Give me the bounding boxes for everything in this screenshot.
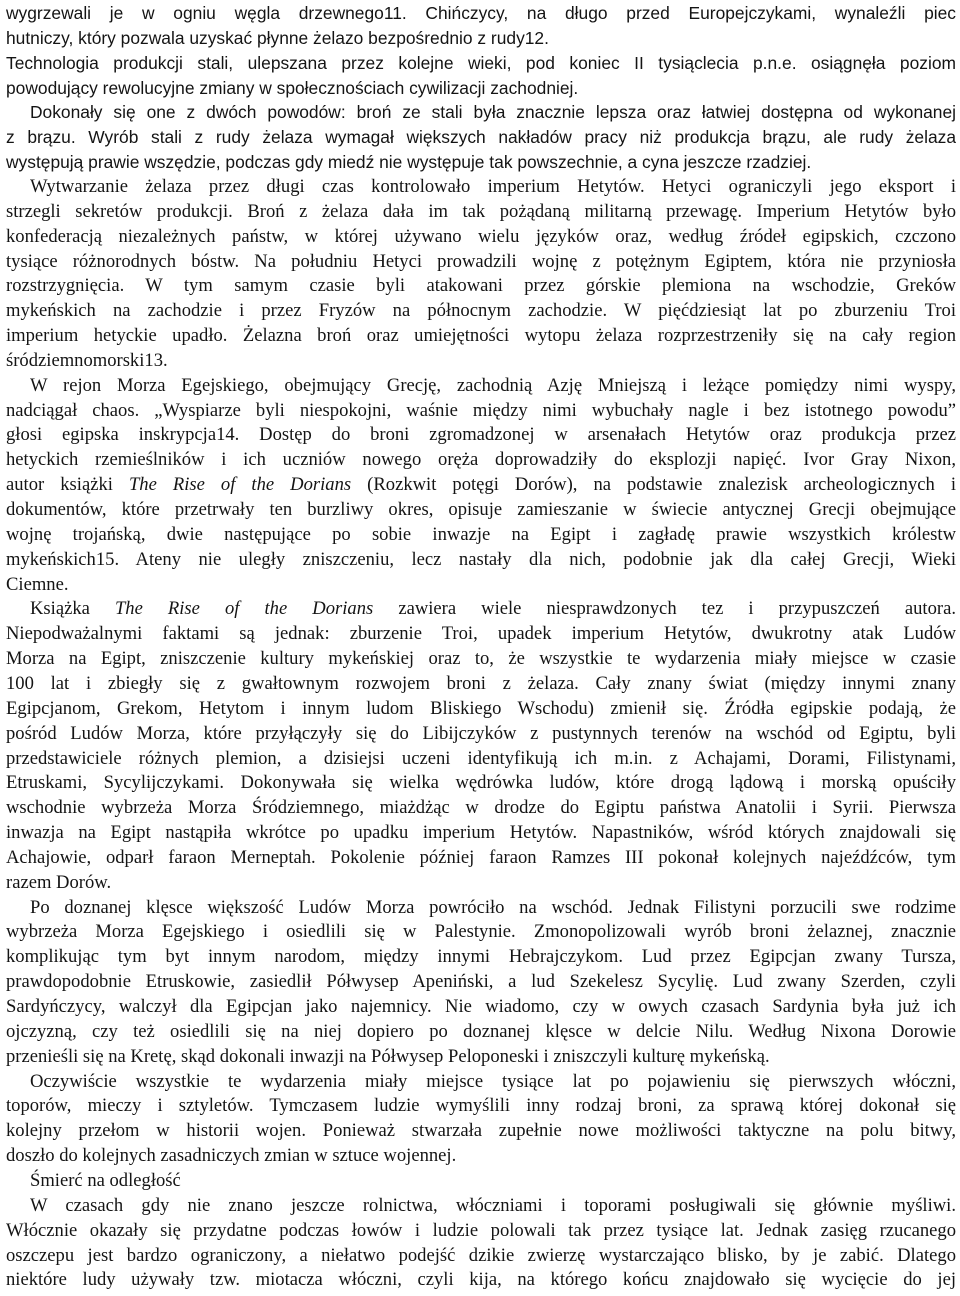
text-fragment: Oczywiście wszystkie te wydarzenia miały miejsce tysiące lat po pojawieniu się pierwszych włóczni, <box>30 1070 956 1092</box>
text-fragment: wschodnie wybrzeża Morza Śródziemnego, miażdżąc w drodze do Egiptu państwa Anatolii i Syrii. Pierwsza <box>6 797 956 819</box>
book-title-italic: The Rise of the Dorians <box>128 474 352 496</box>
text-fragment: głosi egipska inskrypcja14. Dostęp do broni zgromadzonej w arsenałach Hetytów oraz produkcja przez <box>6 424 956 446</box>
text-fragment: konfederacją niezależnych państw, w której używano wielu języków oraz, według źródeł egipskich, czczono <box>6 225 956 247</box>
text-fragment: W rejon Morza Egejskiego, obejmujący Grecję, zachodnią Azję Mniejszą i leżące pomiędzy nimi wyspy, <box>30 374 956 396</box>
text-line <box>6 50 956 76</box>
text-line <box>6 1019 956 1045</box>
text-fragment: toporów, mieczy i sztyletów. Tymczasem ludzie wymyślili inny rodzaj broni, za sprawą której dokonał się <box>6 1095 956 1117</box>
text-line <box>6 845 956 871</box>
text-fragment: kolejny przełom w historii wojen. Ponieważ stwarzała zupełnie nowe możliwości taktyczne na polu bitwy, <box>6 1120 956 1142</box>
text-fragment: hetyckich rzemieślników i ich uczniów nowego oręża doprowadziły do eksplozji napięć. Ivor Gray Nixon, <box>6 449 956 471</box>
text-line <box>6 298 956 324</box>
text-fragment: inwazja na Egipt nastąpiła wkrótce po upadku imperium Hetytów. Napastników, wśród których znajdowali się <box>6 822 956 844</box>
text-line <box>6 124 956 150</box>
text-line <box>6 323 956 349</box>
text-line <box>6 572 956 598</box>
text-fragment: (Rozkwit potęgi Dorów), na podstawie znalezisk archeologicznych i <box>351 474 956 496</box>
text-fragment: niektóre ludy używały tzw. miotacza włóczni, czyli kija, na którego końcu znajdowało się wycięcie do jej <box>6 1269 956 1291</box>
text-fragment: imperium hetyckie upadło. Żelazna broń oraz umiejętności wytopu żelaza rozprzestrzeniły się na cały region <box>6 325 956 347</box>
text-fragment: mykeńskich na zachodzie i przez Fryzów na północnym zachodzie. W pięćdziesiąt lat po zburzeniu Troi <box>6 300 956 322</box>
text-fragment: Śmierć na odległość <box>30 1169 181 1191</box>
text-fragment: doszło do kolejnych zasadniczych zmian w sztuce wojennej. <box>6 1145 457 1167</box>
text-fragment: oszczepu jest bardzo ograniczony, a niełatwo podejść dzikie zwierzę wystarczająco blisko, by je zabić. Dlatego <box>6 1244 956 1266</box>
text-line <box>6 1218 956 1244</box>
text-fragment: Sardyńczycy, walczył dla Egipcjan jako najemnicy. Nie wiadomo, czy w owych czasach Sardynia była już ich <box>6 996 956 1017</box>
text-line <box>6 224 956 250</box>
text-line <box>6 944 956 970</box>
text-line <box>6 75 956 101</box>
text-fragment: Włócznie okazały się przydatne podczas łowów i ludzie polowali tak przez tysiące lat. Jednak zasięg rzucanego <box>6 1219 956 1241</box>
text-line <box>6 149 956 175</box>
text-line <box>6 746 956 772</box>
text-line <box>6 994 956 1020</box>
text-fragment: Niepodważalnymi faktami są jednak: zburzenie Troi, upadek imperium Hetytów, dwukrotny atak Ludów <box>6 623 956 645</box>
text-fragment: Po doznanej klęsce większość Ludów Morza powróciło na wschód. Jednak Filistyni porzucili swe rodzime <box>30 896 956 918</box>
text-fragment: Dokonały się one z dwóch powodów: broń ze stali była znacznie lepsza oraz łatwiej dostępna od wykonanej <box>30 102 956 123</box>
text-line <box>6 273 956 299</box>
text-line <box>6 1267 956 1293</box>
text-line <box>6 895 956 921</box>
text-line <box>6 870 956 896</box>
text-line <box>6 199 956 225</box>
text-line <box>6 472 956 498</box>
text-line <box>6 249 956 275</box>
text-line <box>6 770 956 796</box>
text-line <box>6 795 956 821</box>
text-fragment: Etruskami, Sycylijczykami. Dokonywała się wielka wędrówka ludów, które drogą lądową i morską opuściły <box>6 772 956 794</box>
text-fragment: przenieśli się na Kretę, skąd dokonali inwazji na Półwysep Peloponeski i zniszczyli kulturę mykeńską. <box>6 1045 770 1067</box>
text-line <box>6 1093 956 1119</box>
text-fragment: ojczyzną, czy też osiedlili się na niej dopiero po doznanej klęsce w delcie Nilu. Według Nixona Dorowie <box>6 1020 956 1042</box>
text-fragment: komplikując tym byt innym narodom, między innymi Hebrajczykom. Lud przez Egipcjan zwany Tursza, <box>6 946 956 968</box>
text-fragment: z brązu. Wyrób stali z rudy żelaza wymagał większych nakładów pracy niż produkcja brązu, ale rudy żelaza <box>6 127 956 148</box>
text-line <box>6 671 956 697</box>
text-fragment: przedstawiciele różnych plemion, a dzisiejsi uczeni identyfikują ich m.in. z Achajami, Dorami, Filistynami, <box>6 747 956 769</box>
text-line <box>6 1143 956 1169</box>
text-line <box>6 646 956 672</box>
text-line <box>6 1168 956 1194</box>
text-line <box>6 522 956 548</box>
text-line <box>6 447 956 473</box>
text-fragment: wojnę trojańską, dwie następujące po sobie inwazje na Egipt i zagładę prawie wszystkich królestw <box>6 523 956 545</box>
text-line <box>6 422 956 448</box>
text-fragment: 100 lat i zbiegły się z gwałtownym rozwojem broni z żelaza. Cały znany świat (między innymi znany <box>6 672 956 694</box>
text-line <box>6 174 956 200</box>
text-fragment: powodujący rewolucyjne zmiany w społecznościach cywilizacji zachodniej. <box>6 77 579 98</box>
text-fragment: Egipcjanom, Grekom, Hetytom i innym ludom Bliskiego Wschodu) zmienił się. Źródła egipskie podają, że <box>6 697 956 719</box>
text-fragment: tysiące różnorodnych bóstw. Na południu Hetyci prowadzili wojnę z potężnym Egiptem, która nie przyniosła <box>6 250 956 272</box>
text-fragment: mykeńskich15. Ateny nie uległy zniszczeniu, lecz nastały dla nich, podobnie jak dla całej Grecji, Wieki <box>6 548 956 570</box>
text-fragment: Ciemne. <box>6 573 69 595</box>
text-fragment: Achajowie, odparł faraon Merneptah. Pokolenie później faraon Ramzes III pokonał kolejnych najeźdźców, tym <box>6 846 956 868</box>
text-line <box>6 1243 956 1269</box>
text-line <box>6 99 956 125</box>
text-line <box>6 621 956 647</box>
text-line <box>6 348 956 374</box>
text-line <box>6 696 956 722</box>
text-line <box>6 1069 956 1095</box>
text-fragment: dokumentów, które przetrwały ten burzliwy okres, opisuje zamieszanie w świecie antycznej Grecji obejmujące <box>6 499 956 520</box>
text-fragment: wybrzeża Morza Egejskiego i osiedlili się w Palestynie. Zmonopolizowali wyrób broni żelaznej, znacznie <box>6 921 956 943</box>
text-line <box>6 1193 956 1219</box>
text-line <box>6 373 956 399</box>
text-fragment: strzegli sekretów produkcji. Broń z żelaza dała im tak pożądaną militarną przewagę. Imperium Hetytów było <box>6 200 956 222</box>
text-line <box>6 596 956 622</box>
text-fragment: W czasach gdy nie znano jeszcze rolnictwa, włóczniami i toporami posługiwali się głównie myśliwi. <box>30 1194 956 1216</box>
text-line <box>6 398 956 424</box>
text-line <box>6 1044 956 1070</box>
text-fragment: razem Dorów. <box>6 871 112 893</box>
text-line <box>6 0 956 26</box>
text-fragment: Morza na Egipt, zniszczenie kultury mykeńskiej oraz to, że wszystkie te wydarzenia miały miejsce w czasie <box>6 648 956 670</box>
text-fragment: Wytwarzanie żelaza przez długi czas kontrolowało imperium Hetytów. Hetyci ograniczyli jego eksport i <box>30 175 956 197</box>
text-line <box>6 25 956 51</box>
text-line <box>6 497 956 523</box>
text-fragment: nadciągał chaos. „Wyspiarze byli niespokojni, waśnie między nimi wybuchały nagle i bez istotnego powodu” <box>6 399 956 421</box>
text-fragment: występują prawie wszędzie, podczas gdy miedź nie występuje tak powszechnie, a cyna jeszcze rzadziej. <box>6 152 812 173</box>
book-title-italic: The Rise of the Dorians <box>114 598 374 620</box>
text-line <box>6 969 956 995</box>
text-fragment: pośród Ludów Morza, które przyłączyły się do Libijczyków z pustynnych terenów na wschód od Egiptu, byli <box>6 722 956 744</box>
text-line <box>6 721 956 747</box>
text-fragment: prawdopodobnie Etruskowie, zasiedlił Półwysep Apeniński, a lud Szekelesz Sycylię. Lud zwany Szerden, czyli <box>6 971 956 993</box>
text-line <box>6 820 956 846</box>
text-fragment: wygrzewali je w ogniu węgla drzewnego11. Chińczycy, na długo przed Europejczykami, wynaleźli piec <box>6 3 956 23</box>
text-line <box>6 547 956 573</box>
text-fragment: zawiera wiele niesprawdzonych tez i przypuszczeń autora. <box>373 598 956 620</box>
text-fragment: autor książki <box>6 474 129 496</box>
text-fragment: Technologia produkcji stali, ulepszana przez kolejne wieki, pod koniec II tysiąclecia p.n.e. osiągnęła poziom <box>6 52 956 73</box>
text-fragment: hutniczy, który pozwala uzyskać płynne żelazo bezpośrednio z rudy12. <box>6 27 549 48</box>
text-line <box>6 919 956 945</box>
text-fragment: śródziemnomorski13. <box>6 349 168 371</box>
text-fragment: Książka <box>30 598 115 620</box>
text-fragment: rozstrzygnięcia. W tym samym czasie byli atakowani przez górskie plemiona na wschodzie, Greków <box>6 275 956 297</box>
text-line <box>6 1118 956 1144</box>
